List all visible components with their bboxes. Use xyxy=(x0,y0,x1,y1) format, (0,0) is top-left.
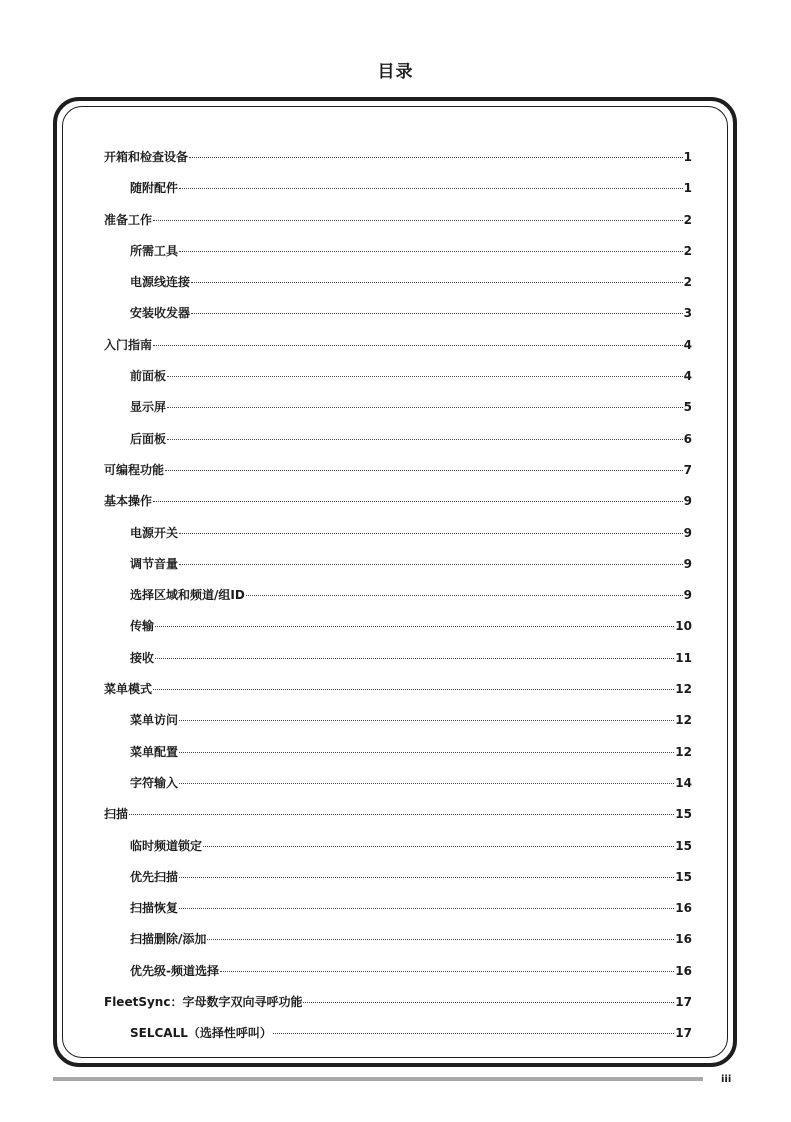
toc-entry[interactable] xyxy=(104,146,692,177)
table-of-contents xyxy=(104,146,692,1054)
toc-entry-title: 后面板 xyxy=(130,431,167,446)
toc-dot-leader xyxy=(203,846,674,847)
toc-entry-page-number: 5 xyxy=(683,400,692,415)
toc-dot-leader xyxy=(179,533,683,534)
toc-dot-leader xyxy=(191,313,683,314)
toc-entry[interactable] xyxy=(104,302,692,333)
toc-entry[interactable] xyxy=(104,271,692,302)
toc-entry-title: 接收 xyxy=(130,650,155,665)
toc-dot-leader xyxy=(220,971,674,972)
toc-dot-leader xyxy=(129,814,674,815)
toc-dot-leader xyxy=(165,470,683,471)
toc-entry-page-number: 1 xyxy=(683,181,692,196)
toc-entry-page-number: 15 xyxy=(675,838,692,853)
toc-entry-page-number: 10 xyxy=(675,619,692,634)
toc-entry-title: SELCALL（选择性呼叫） xyxy=(130,1026,272,1041)
toc-entry[interactable] xyxy=(104,1022,692,1053)
toc-entry-title: 调节音量 xyxy=(130,556,179,571)
toc-dot-leader xyxy=(303,1002,674,1003)
toc-entry[interactable] xyxy=(104,209,692,240)
toc-entry-title: 电源开关 xyxy=(130,525,179,540)
toc-entry[interactable] xyxy=(104,960,692,991)
toc-entry-page-number: 17 xyxy=(675,995,692,1010)
toc-entry[interactable] xyxy=(104,803,692,834)
toc-entry-title: 开箱和检查设备 xyxy=(104,150,189,164)
toc-entry[interactable] xyxy=(104,396,692,427)
toc-dot-leader xyxy=(167,439,683,440)
toc-entry[interactable] xyxy=(104,647,692,678)
toc-entry-title: 扫描恢复 xyxy=(130,901,179,916)
toc-entry-title: 前面板 xyxy=(130,369,167,384)
toc-entry-page-number: 2 xyxy=(683,275,692,290)
toc-entry-title: 随附配件 xyxy=(130,181,179,196)
toc-dot-leader xyxy=(273,1033,674,1034)
toc-entry-title: 准备工作 xyxy=(104,212,153,227)
toc-entry[interactable] xyxy=(104,741,692,772)
toc-entry[interactable] xyxy=(104,459,692,490)
toc-entry-page-number: 9 xyxy=(683,556,692,571)
toc-entry-page-number: 14 xyxy=(675,775,692,790)
toc-entry-title: 基本操作 xyxy=(104,494,153,509)
toc-dot-leader xyxy=(153,689,674,690)
toc-entry[interactable] xyxy=(104,709,692,740)
toc-dot-leader xyxy=(167,407,683,408)
toc-entry-title: 安装收发器 xyxy=(130,306,191,321)
toc-dot-leader xyxy=(155,658,674,659)
toc-entry-page-number: 17 xyxy=(675,1026,692,1041)
toc-entry-title: 菜单模式 xyxy=(104,682,153,697)
page-title: 目录 xyxy=(377,62,414,82)
toc-dot-leader xyxy=(179,783,674,784)
toc-entry-page-number: 9 xyxy=(683,588,692,603)
toc-dot-leader xyxy=(153,220,683,221)
toc-entry-page-number: 12 xyxy=(675,744,692,759)
toc-entry-title: 传输 xyxy=(130,619,155,634)
toc-dot-leader xyxy=(153,345,683,346)
toc-dot-leader xyxy=(153,501,683,502)
toc-entry[interactable] xyxy=(104,177,692,208)
toc-entry[interactable] xyxy=(104,334,692,365)
toc-entry-page-number: 15 xyxy=(675,807,692,822)
toc-entry-page-number: 2 xyxy=(683,212,692,227)
toc-entry-title: 电源线连接 xyxy=(130,275,191,290)
toc-entry-title: 扫描 xyxy=(104,807,129,822)
toc-entry-page-number: 12 xyxy=(675,713,692,728)
toc-entry-page-number: 16 xyxy=(675,932,692,947)
toc-entry[interactable] xyxy=(104,991,692,1022)
toc-entry-title: 所需工具 xyxy=(130,243,179,258)
toc-entry-title: 可编程功能 xyxy=(104,462,165,477)
toc-entry[interactable] xyxy=(104,365,692,396)
toc-entry-page-number: 4 xyxy=(683,337,692,352)
toc-entry-title: 显示屏 xyxy=(130,400,167,415)
toc-entry[interactable] xyxy=(104,615,692,646)
toc-entry-title: FleetSync：字母数字双向寻呼功能 xyxy=(104,995,303,1010)
toc-entry-page-number: 1 xyxy=(683,150,692,164)
toc-entry[interactable] xyxy=(104,490,692,521)
toc-entry[interactable] xyxy=(104,866,692,897)
toc-entry-title: 选择区域和频道/组ID xyxy=(130,588,245,603)
toc-entry[interactable] xyxy=(104,428,692,459)
toc-entry-page-number: 6 xyxy=(683,431,692,446)
toc-entry-page-number: 11 xyxy=(675,650,692,665)
toc-dot-leader xyxy=(191,282,683,283)
toc-entry-page-number: 12 xyxy=(675,682,692,697)
toc-dot-leader xyxy=(179,188,683,189)
toc-entry[interactable] xyxy=(104,772,692,803)
toc-entry[interactable] xyxy=(104,897,692,928)
toc-entry-title: 字符输入 xyxy=(130,775,179,790)
toc-entry[interactable] xyxy=(104,553,692,584)
toc-dot-leader xyxy=(207,939,674,940)
toc-dot-leader xyxy=(189,157,683,158)
toc-entry[interactable] xyxy=(104,928,692,959)
toc-entry-page-number: 15 xyxy=(675,869,692,884)
toc-dot-leader xyxy=(179,908,674,909)
page-number: iii xyxy=(721,1074,732,1085)
toc-dot-leader xyxy=(179,720,674,721)
toc-dot-leader xyxy=(179,752,674,753)
toc-entry-title: 临时频道锁定 xyxy=(130,838,203,853)
toc-dot-leader xyxy=(155,626,674,627)
toc-entry[interactable] xyxy=(104,678,692,709)
toc-dot-leader xyxy=(167,376,683,377)
toc-entry[interactable] xyxy=(104,835,692,866)
toc-dot-leader xyxy=(179,564,683,565)
toc-entry-title: 优先扫描 xyxy=(130,869,179,884)
toc-entry-page-number: 9 xyxy=(683,494,692,509)
toc-dot-leader xyxy=(246,595,683,596)
toc-entry-page-number: 3 xyxy=(683,306,692,321)
toc-entry-title: 菜单访问 xyxy=(130,713,179,728)
toc-dot-leader xyxy=(179,877,674,878)
toc-entry-title: 入门指南 xyxy=(104,337,153,352)
toc-entry-title: 优先级-频道选择 xyxy=(130,963,219,978)
toc-entry-page-number: 16 xyxy=(675,963,692,978)
toc-entry[interactable] xyxy=(104,522,692,553)
toc-entry-page-number: 16 xyxy=(675,901,692,916)
toc-entry-title: 扫描删除/添加 xyxy=(130,932,207,947)
toc-entry[interactable] xyxy=(104,584,692,615)
toc-entry[interactable] xyxy=(104,240,692,271)
toc-entry-title: 菜单配置 xyxy=(130,744,179,759)
footer-rule xyxy=(53,1077,703,1081)
toc-entry-page-number: 9 xyxy=(683,525,692,540)
toc-entry-page-number: 2 xyxy=(683,243,692,258)
toc-entry-page-number: 7 xyxy=(683,462,692,477)
toc-entry-page-number: 4 xyxy=(683,369,692,384)
toc-dot-leader xyxy=(179,251,683,252)
